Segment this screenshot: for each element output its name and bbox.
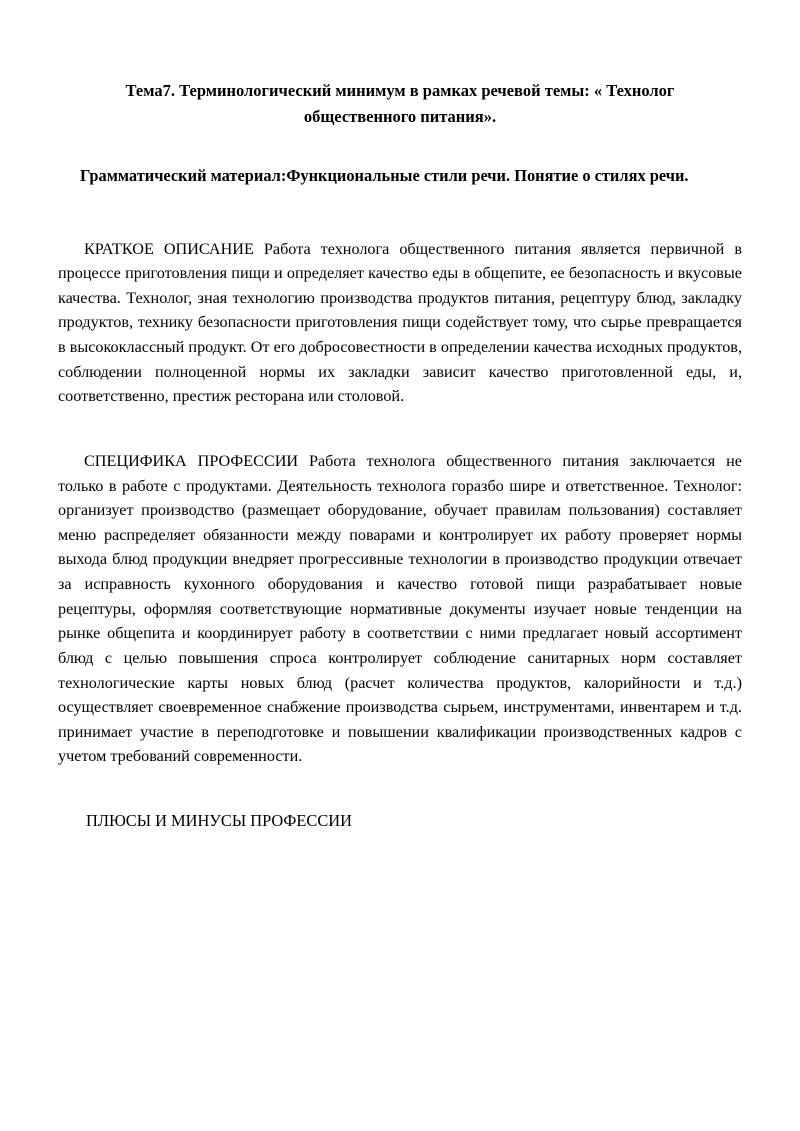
spacer-between-sections <box>58 409 742 449</box>
spacer-before-closing <box>58 769 742 809</box>
grammar-material-line: Грамматический материал:Функциональные стили речи. Понятие о стилях речи. <box>80 166 689 186</box>
section-pros-and-cons-heading: ПЛЮСЫ И МИНУСЫ ПРОФЕССИИ <box>86 811 352 831</box>
section-brief-description: КРАТКОЕ ОПИСАНИЕ Работа технолога общественного питания является первичной в процессе приготовления пищи и определяет качество еды в общепите, ее безопасность и вкусовые качества. Технолог, зная технологию производства продуктов питания, рецептуру блюд, закладку продуктов, технику безопасности приготовления пищи содействует тому, что сырье превращается в высококлассный продукт. От его добросовестности в определении качества исходных продуктов, соблюдении полноценной нормы их закладки зависит качество приготовленной еды, и, соответственно, престиж ресторана или столовой. <box>58 239 742 406</box>
topic-number: Тема7. <box>125 81 175 100</box>
section-profession-specifics: СПЕЦИФИКА ПРОФЕССИИ Работа технолога общественного питания заключается не только в работе с продуктами. Деятельность технолога горазбо шире и ответственное. Технолог: организует производство (размещает оборудование, обучает правилам пользования) составляет меню распределяет обязанности между поварами и контролирует их работу проверяет нормы выхода блюд продукции внедряет прогрессивные технологии в производство продукции отвечает за исправность кухонного оборудования и качество готовой пищи разрабатывает новые рецептуры, оформляя соответствующие нормативные документы изучает новые тенденции на рынке общепита и координирует работу в соответствии с ними предлагает новый ассортимент блюд с целью повышения спроса контролирует соблюдение санитарных норм составляет технологические карты новых блюд (расчет количества продуктов, калорийности и т.д.) осуществляет своевременное снабжение производства сырьем, инструментами, инвентарем и т.д. принимает участие в переподготовке и повышении квалификации производственных кадров с учетом требований современности. <box>58 451 742 766</box>
spacer-after-grammar <box>58 189 742 237</box>
page-title-text: Терминологический минимум в рамках речевой темы: « Технолог общественного питания». <box>175 81 675 126</box>
page-title <box>58 78 742 129</box>
document-body <box>58 237 742 834</box>
